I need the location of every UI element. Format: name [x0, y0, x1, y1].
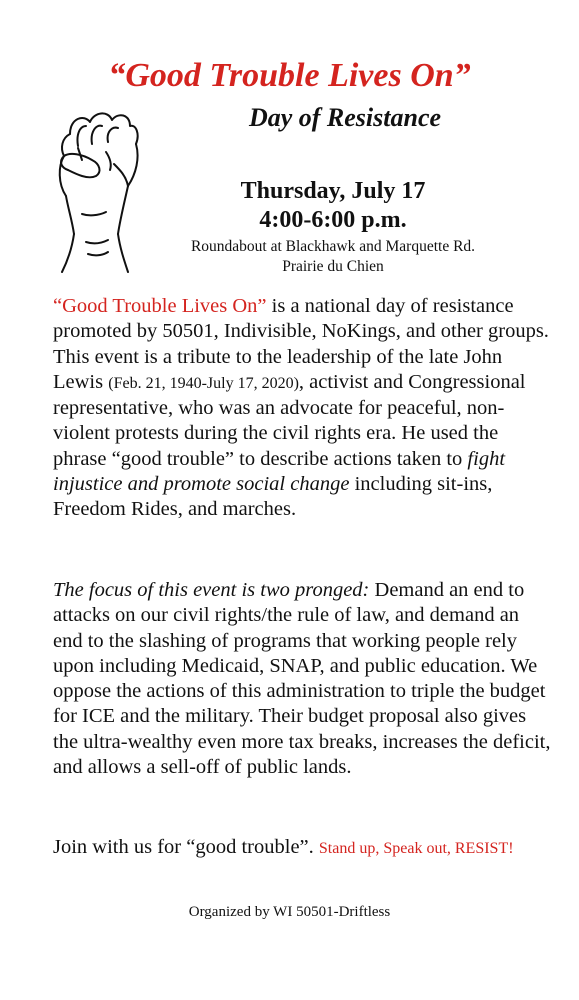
intro-text-end: including sit-ins, Freedom Rides, and marches.	[53, 473, 493, 521]
intro-text: is a national day of resistance promoted by 50501, Indivisible, NoKings, and other groups. This event is a tribute to the leadership of the late John Lewis	[53, 295, 549, 393]
intro-text-continued: , activist and Congressional representative, who was an advocate for peaceful, non-violent protests during the civil rights era. He used the phrase “good trouble” to describe actions taken to	[53, 370, 526, 470]
focus-lead: The focus of this event is two pronged:	[53, 579, 370, 601]
event-date: Thursday, July 17	[240, 178, 426, 204]
organizer-credit: Organized by WI 50501-Driftless	[188, 904, 391, 920]
focus-text: Demand an end to attacks on our civil rights/the rule of law, and demand an end to the slashing of programs that working people rely upon including Medicaid, SNAP, and public education. We oppose the actions of this administration to triple the budget for ICE and the military. Their budget proposal also gives the ultra-wealthy even more tax breaks, increases the deficit, and allows a sell-off of public lands.	[53, 579, 551, 779]
resist-callout: Stand up, Speak out, RESIST!	[318, 840, 514, 857]
event-location: Roundabout at Blackhawk and Marquette Rd.	[190, 238, 476, 255]
event-title: “Good Trouble Lives On”	[108, 57, 471, 94]
raised-fist-icon	[48, 104, 143, 274]
call-to-action	[53, 835, 553, 861]
event-time: 4:00-6:00 p.m.	[259, 207, 407, 233]
john-lewis-dates: (Feb. 21, 1940-July 17, 2020)	[108, 374, 299, 392]
event-city: Prairie du Chien	[282, 258, 384, 275]
focus-paragraph	[53, 578, 553, 780]
event-subtitle: Day of Resistance	[248, 103, 442, 132]
emphasis-text: fight injustice and promote social change	[53, 447, 506, 496]
join-text: Join with us for “good trouble”.	[53, 836, 319, 858]
event-name-highlight: “Good Trouble Lives On”	[53, 295, 267, 317]
intro-paragraph	[53, 294, 553, 523]
